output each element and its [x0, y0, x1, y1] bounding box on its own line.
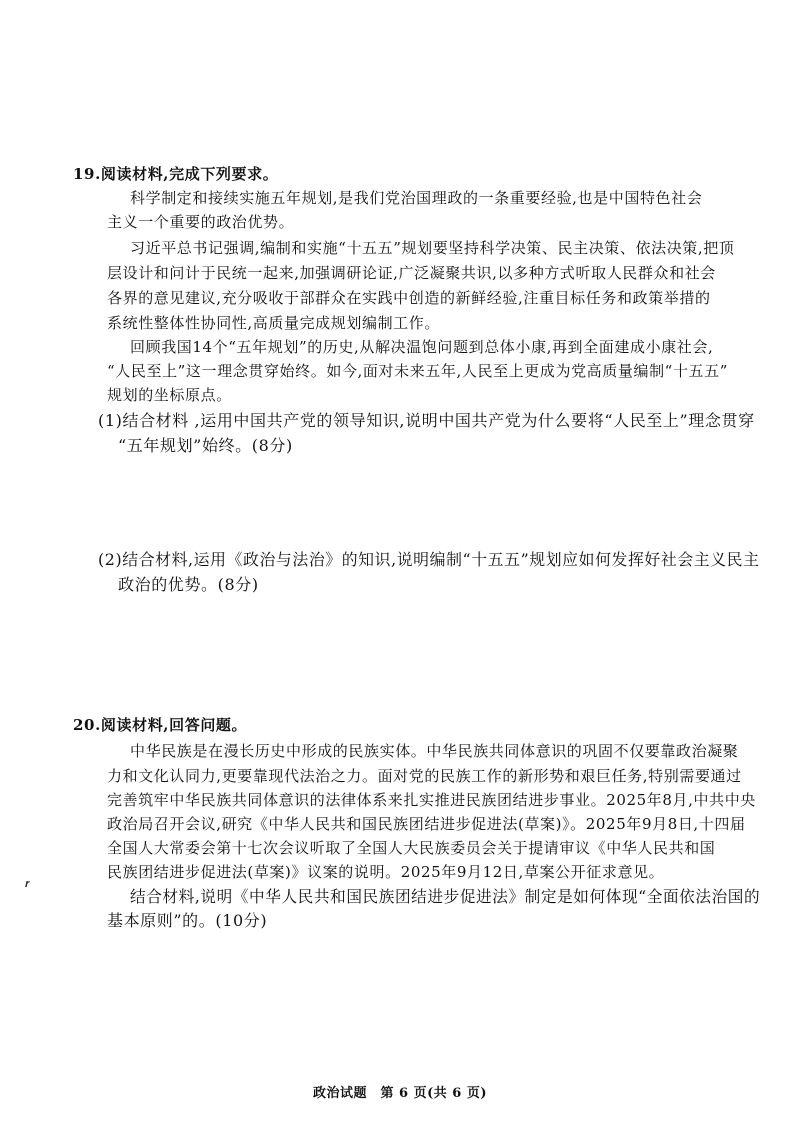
q20-p1-line6: 民族团结进步促进法(草案)》议案的说明。2025年9月12日,草案公开征求意见。	[107, 863, 665, 881]
q20-p1-line1: 中华民族是在漫长历史中形成的民族实体。中华民族共同体意识的巩固不仅要靠政治凝聚	[130, 742, 739, 760]
q20-title: 20.阅读材料,回答问题。	[73, 716, 248, 734]
q19-p3-line2: “人民至上”这一理念贯穿始终。如今,面对未来五年,人民至上更成为党高质量编制“十五五”	[107, 362, 729, 380]
page-footer: 政治试题 第 6 页(共 6 页)	[313, 1086, 487, 1101]
q19-p2-line2: 层设计和问计于民统一起来,加强调研论证,广泛凝聚共识,以多种方式听取人民群众和社会	[107, 264, 716, 282]
q19-p3-line3: 规划的坐标原点。	[107, 386, 232, 404]
q19-p1-line2: 主义一个重要的政治优势。	[107, 213, 295, 231]
q19-p2-line1: 习近平总书记强调,编制和实施“十五五”规划要坚持科学决策、民主决策、依法决策,把顶	[130, 239, 735, 257]
q20-p1-line3: 完善筑牢中华民族共同体意识的法律体系来扎实推进民族团结进步事业。2025年8月,中共中央	[107, 791, 756, 809]
q19-p1-line1: 科学制定和接续实施五年规划,是我们党治国理政的一条重要经验,也是中国特色社会	[130, 189, 703, 207]
margin-mark: 𝒓	[25, 877, 30, 890]
q20-p1-line2: 力和文化认同力,更要靠现代法治之力。面对党的民族工作的新形势和艰巨任务,特别需要通过	[107, 767, 742, 785]
q19-p2-line4: 系统性整体性协同性,高质量完成规划编制工作。	[107, 314, 440, 332]
q19-title: 19.阅读材料,完成下列要求。	[73, 165, 279, 183]
q19-sub2-line1: (2)结合材料,运用《政治与法治》的知识,说明编制“十五五”规划应如何发挥好社会主义民主	[98, 550, 760, 569]
q20-p1-line4: 政治局召开会议,研究《中华人民共和国民族团结进步促进法(草案)》。2025年9月8日,十四届	[107, 815, 746, 833]
q19-p2-line3: 各界的意见建议,充分吸收于部群众在实践中创造的新鲜经验,注重目标任务和政策举措的	[107, 289, 711, 307]
q20-p2-line2: 基本原则”的。(10分)	[107, 911, 268, 930]
q19-sub1-line1: (1)结合材料 ,运用中国共产党的领导知识,说明中国共产党为什么要将“人民至上”理念贯穿	[98, 411, 755, 430]
q20-p2-line1: 结合材料,说明《中华人民共和国民族团结进步促进法》制定是如何体现“全面依法治国的	[130, 887, 761, 906]
q20-p1-line5: 全国人大常委会第十七次会议听取了全国人大民族委员会关于提请审议《中华人民共和国	[107, 839, 716, 857]
q19-sub1-line2: “五年规划”始终。(8分)	[118, 436, 293, 455]
q19-sub2-line2: 政治的优势。(8分)	[118, 575, 259, 594]
q19-p3-line1: 回顾我国14个“五年规划”的历史,从解决温饱问题到总体小康,再到全面建成小康社会,	[130, 338, 714, 356]
